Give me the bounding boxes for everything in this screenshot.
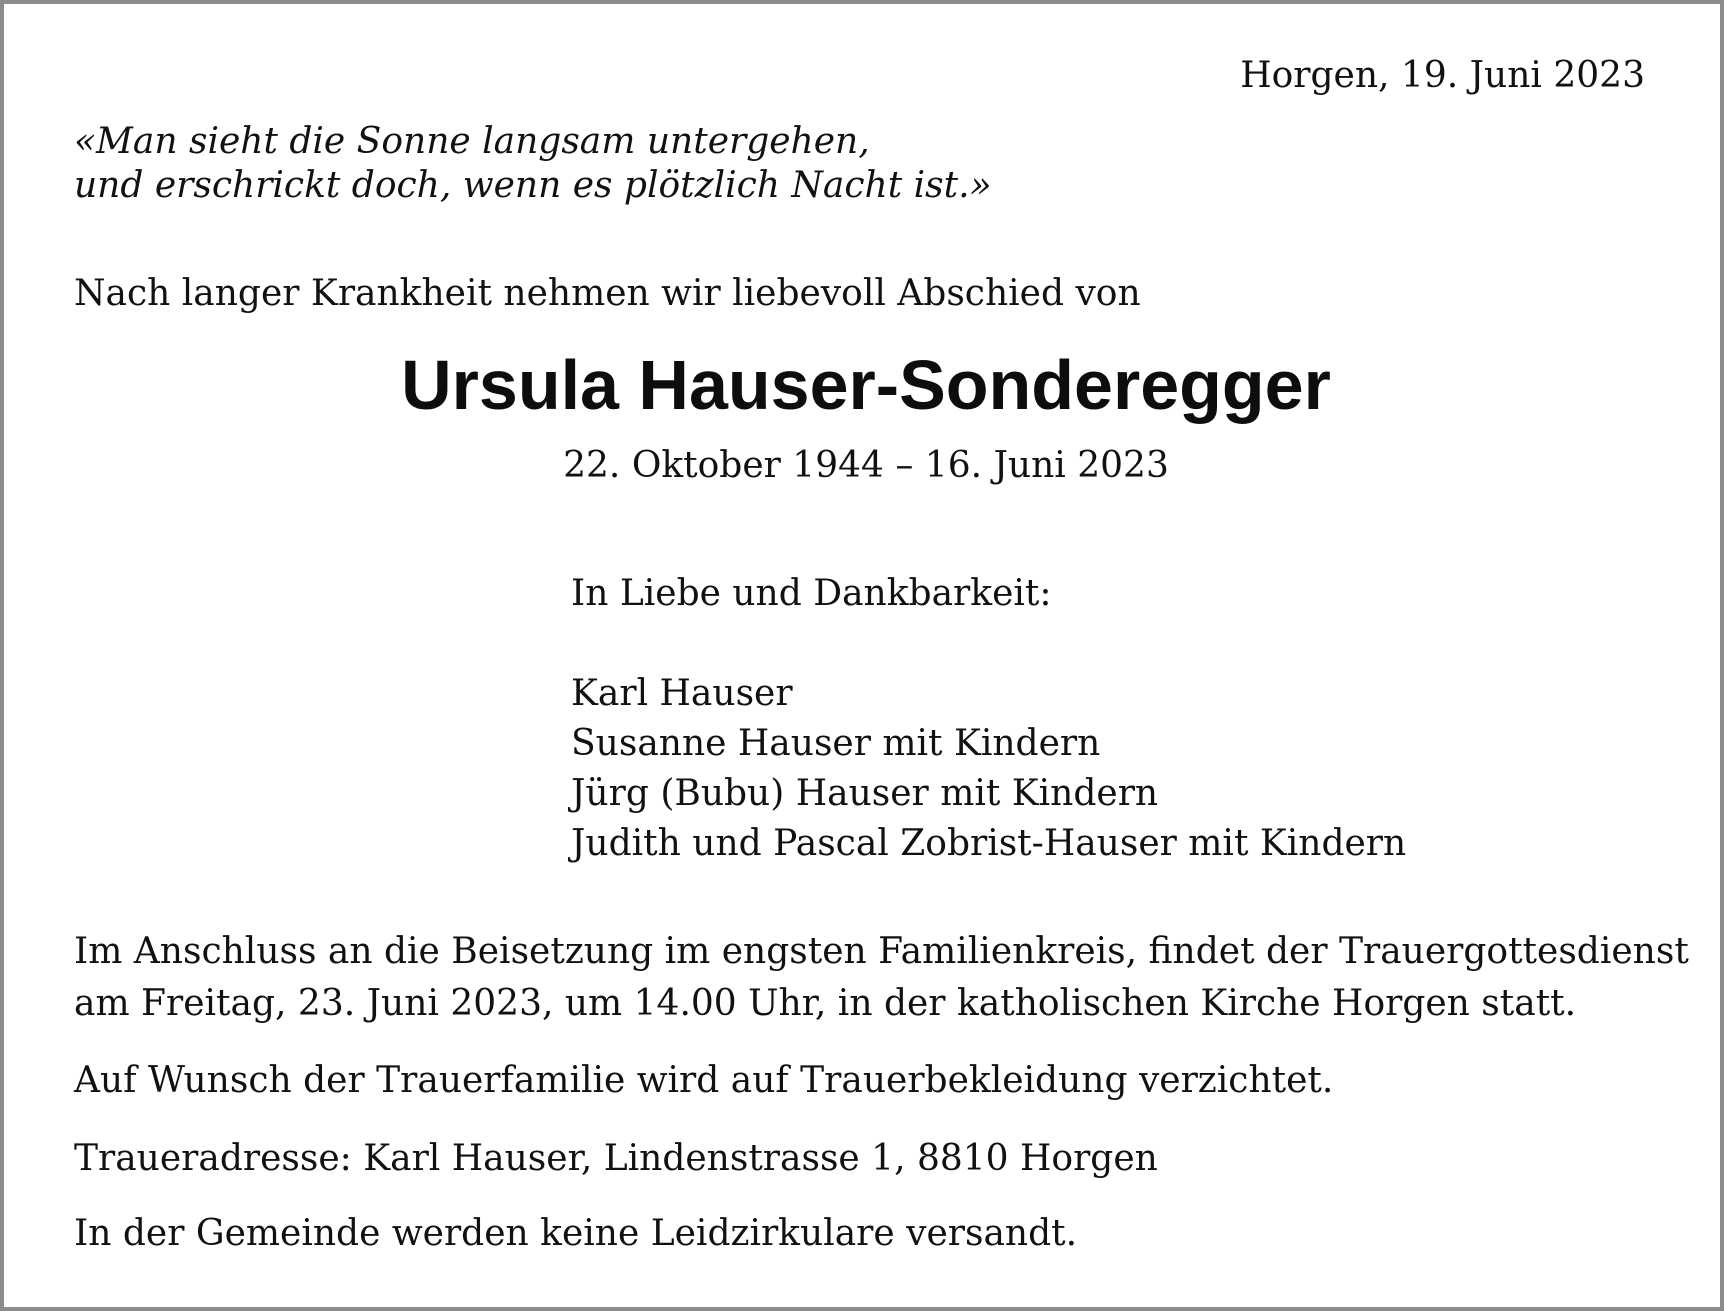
service-text-line-2: am Freitag, 23. Juni 2023, um 14.00 Uhr, in der katholischen Kirche Horgen statt.	[74, 983, 1577, 1024]
family-member: Judith und Pascal Zobrist-Hauser mit Kindern	[571, 823, 1407, 864]
attire-note: Auf Wunsch der Trauerfamilie wird auf Trauerbekleidung verzichtet.	[74, 1060, 1334, 1101]
deceased-name: Ursula Hauser-Sonderegger	[401, 346, 1331, 424]
circular-note: In der Gemeinde werden keine Leidzirkulare versandt.	[74, 1213, 1078, 1254]
family-member: Susanne Hauser mit Kindern	[571, 723, 1101, 764]
quote-line-2: und erschrickt doch, wenn es plötzlich Nacht ist.»	[74, 165, 992, 206]
service-text-line-1: Im Anschluss an die Beisetzung im engsten Familienkreis, findet der Trauergottesdienst	[74, 931, 1689, 972]
intro-text: Nach langer Krankheit nehmen wir liebevoll Abschied von	[74, 273, 1141, 314]
place-date: Horgen, 19. Juni 2023	[1240, 55, 1645, 96]
family-member: Jürg (Bubu) Hauser mit Kindern	[571, 773, 1159, 814]
quote-line-1: «Man sieht die Sonne langsam untergehen,	[74, 121, 870, 162]
dedication-text: In Liebe und Dankbarkeit:	[571, 573, 1052, 614]
lifespan-dates: 22. Oktober 1944 – 16. Juni 2023	[563, 445, 1169, 486]
family-member: Karl Hauser	[571, 673, 793, 714]
mourning-address: Traueradresse: Karl Hauser, Lindenstrasse 1, 8810 Horgen	[74, 1138, 1158, 1179]
